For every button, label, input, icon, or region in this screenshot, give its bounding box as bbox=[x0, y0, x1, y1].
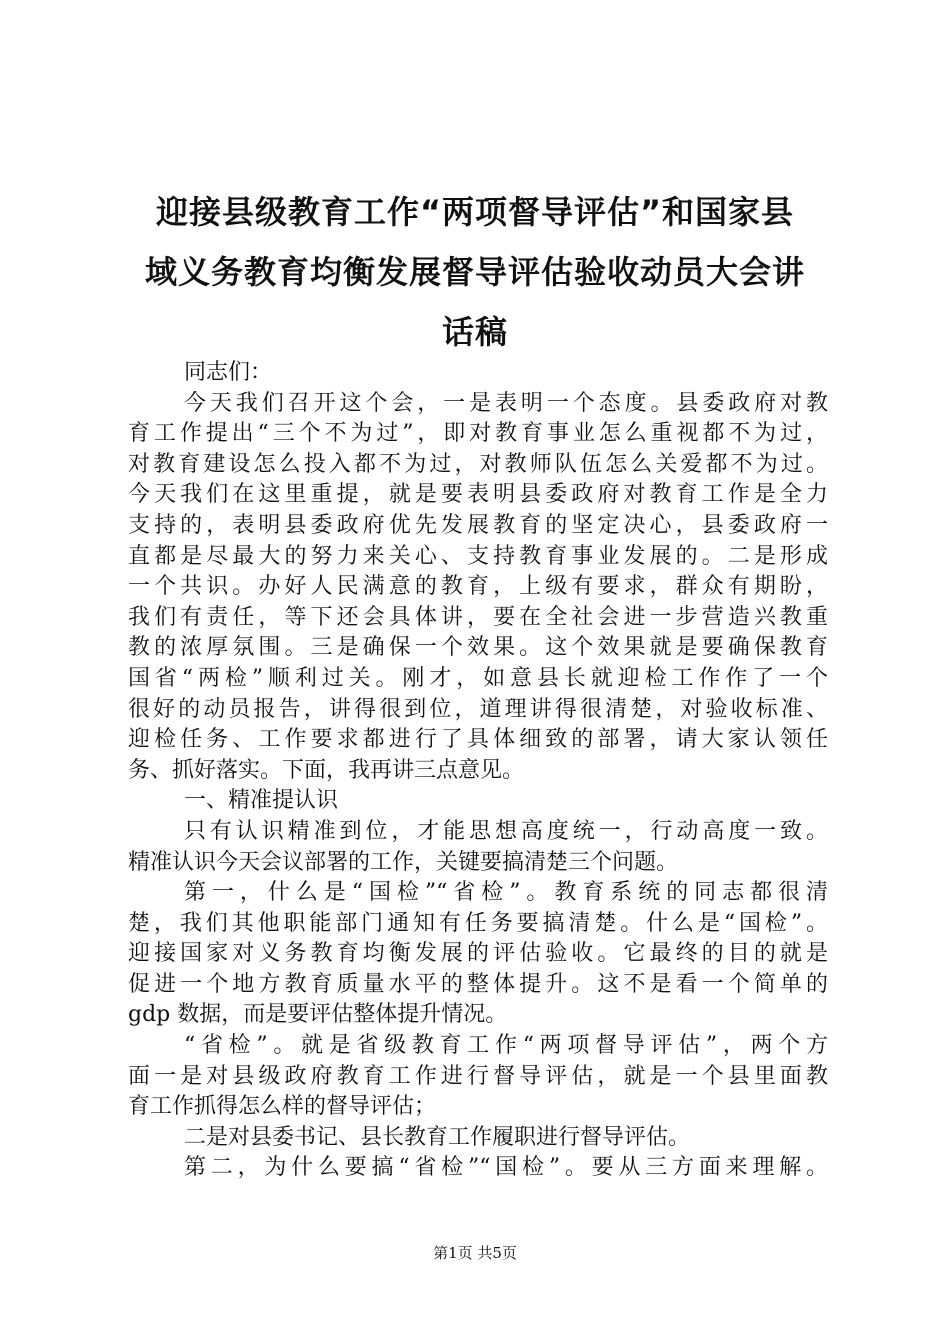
body-text-line: 教的浓厚氛围。三是确保一个效果。这个效果就是要确保教育 bbox=[128, 635, 828, 661]
body-text-line: gdp 数据，而是要评估整体提升情况。 bbox=[128, 1002, 508, 1028]
title-line: 域义务教育均衡发展督导评估验收动员大会讲 bbox=[144, 253, 805, 291]
body-text-line: 第二，为什么要搞“省检”“国检”。要从三方面来理解。 bbox=[184, 1155, 828, 1181]
body-text-line: 同志们： bbox=[184, 360, 273, 385]
document-title bbox=[100, 182, 850, 362]
body-text-line: 对教育建设怎么投入都不为过，对教师队伍怎么关爱都不为过。 bbox=[128, 451, 828, 477]
document-body bbox=[128, 358, 828, 1184]
title-line: 迎接县级教育工作“两项督导评估”和国家县 bbox=[155, 193, 795, 231]
body-text-line: 今天我们在这里重提，就是要表明县委政府对教育工作是全力 bbox=[128, 482, 828, 508]
body-text-line: 国省“两检”顺利过关。刚才，如意县长就迎检工作作了一个 bbox=[128, 665, 828, 691]
body-text-line: 一个共识。办好人民满意的教育，上级有要求，群众有期盼， bbox=[128, 574, 828, 600]
body-text-line: 迎检任务、工作要求都进行了具体细致的部署，请大家认领任 bbox=[128, 727, 828, 753]
body-text-line: 支持的，表明县委政府优先发展教育的坚定决心，县委政府一 bbox=[128, 512, 828, 538]
title-line: 话稿 bbox=[441, 313, 508, 351]
body-text-line: 精准认识今天会议部署的工作，关键要搞清楚三个问题。 bbox=[128, 849, 679, 875]
body-text-line: 第一，什么是“国检”“省检”。教育系统的同志都很清 bbox=[184, 880, 828, 906]
body-text-line: 迎接国家对义务教育均衡发展的评估验收。它最终的目的就是 bbox=[128, 941, 828, 967]
body-text-line: 一、精准提认识 bbox=[184, 788, 339, 814]
body-text-line: 直都是尽最大的努力来关心、支持教育事业发展的。二是形成 bbox=[128, 543, 828, 569]
body-text-line: 只有认识精准到位，才能思想高度统一，行动高度一致。 bbox=[184, 818, 828, 844]
page-footer bbox=[0, 1243, 950, 1263]
body-text-line: 我们有责任，等下还会具体讲，要在全社会进一步营造兴教重 bbox=[128, 604, 828, 630]
body-text-line: 二是对县委书记、县长教育工作履职进行督导评估。 bbox=[184, 1124, 691, 1150]
body-text-line: 今天我们召开这个会，一是表明一个态度。县委政府对教 bbox=[184, 390, 828, 416]
body-text-line: 楚，我们其他职能部门通知有任务要搞清楚。什么是“国检”。 bbox=[128, 910, 828, 936]
body-text-line: “省检”。就是省级教育工作“两项督导评估”，两个方 bbox=[184, 1033, 828, 1059]
body-text-line: 育工作抓得怎么样的督导评估； bbox=[128, 1094, 437, 1120]
body-text-line: 面一是对县级政府教育工作进行督导评估，就是一个县里面教 bbox=[128, 1063, 828, 1089]
body-text-line: 育工作提出“三个不为过”，即对教育事业怎么重视都不为过， bbox=[128, 421, 828, 447]
body-text-line: 促进一个地方教育质量水平的整体提升。这不是看一个简单的 bbox=[128, 971, 828, 997]
body-text-line: 很好的动员报告，讲得很到位，道理讲得很清楚，对验收标准、 bbox=[128, 696, 828, 722]
body-text-line: 务、抓好落实。下面，我再讲三点意见。 bbox=[128, 757, 525, 783]
page-number-label: 第1页 共5页 bbox=[433, 1244, 517, 1262]
